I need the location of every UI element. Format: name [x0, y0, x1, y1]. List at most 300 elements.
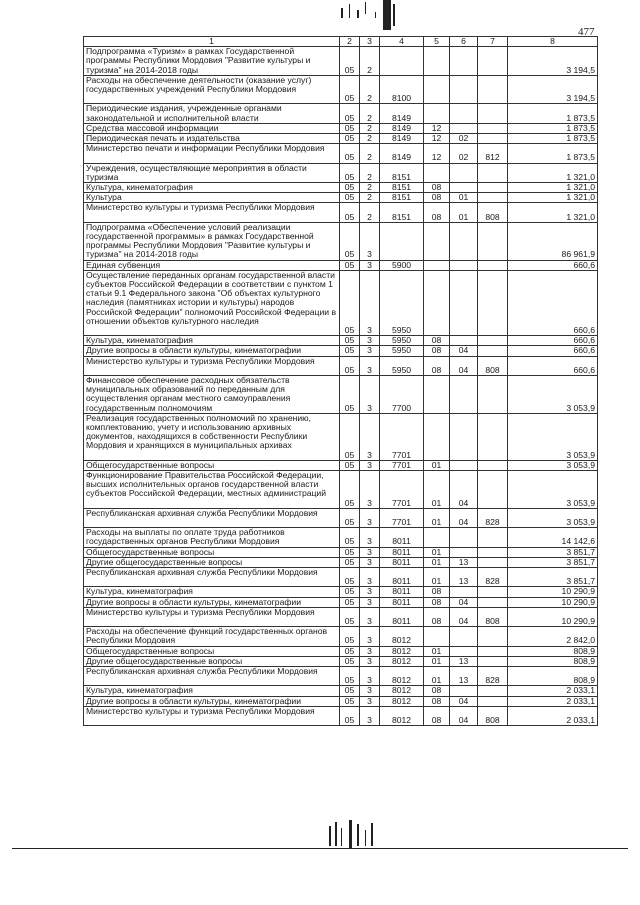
row-code-dept — [478, 557, 508, 567]
row-amount: 3 053,9 — [508, 460, 598, 470]
table-row — [84, 75, 598, 104]
row-name: Расходы на выплаты по оплате труда работников государственных органов Республики Мордовия — [84, 528, 340, 547]
row-code-target: 8151 — [380, 193, 424, 203]
table-row — [84, 471, 598, 509]
row-code-sub: 3 — [360, 356, 380, 375]
scan-artifact-bottom — [325, 820, 385, 866]
row-code-subsection — [450, 686, 478, 696]
row-code-subsection: 13 — [450, 656, 478, 666]
row-code-min: 05 — [340, 706, 360, 725]
row-code-subsection: 04 — [450, 471, 478, 509]
row-code-dept — [478, 270, 508, 335]
row-code-dept — [478, 183, 508, 193]
row-code-sub: 3 — [360, 413, 380, 460]
row-code-dept: 808 — [478, 706, 508, 725]
row-amount: 10 290,9 — [508, 607, 598, 626]
row-code-sub: 2 — [360, 47, 380, 76]
row-code-subsection: 04 — [450, 607, 478, 626]
row-code-section: 08 — [424, 346, 450, 356]
row-code-sub: 3 — [360, 346, 380, 356]
row-code-min: 05 — [340, 557, 360, 567]
row-code-subsection — [450, 75, 478, 104]
row-code-target: 8151 — [380, 163, 424, 182]
row-name: Расходы на обеспечение деятельности (оказание услуг) государственных учреждений Республики Мордовия — [84, 75, 340, 104]
table-row — [84, 336, 598, 346]
row-amount: 660,6 — [508, 270, 598, 335]
row-code-min: 05 — [340, 568, 360, 587]
row-name: Общегосударственные вопросы — [84, 547, 340, 557]
row-code-subsection: 04 — [450, 356, 478, 375]
row-name: Республиканская архивная служба Республики Мордовия — [84, 667, 340, 686]
row-code-section: 08 — [424, 686, 450, 696]
row-code-dept: 808 — [478, 607, 508, 626]
row-name: Функционирование Правительства Российской Федерации, высших исполнительных органов государственной власти субъектов Российской Федерации, местных администраций — [84, 471, 340, 509]
row-amount: 1 321,0 — [508, 193, 598, 203]
row-name: Осуществление переданных органам государственной власти субъектов Российской Федерации в соответствии с пунктом 1 статьи 9.1 Федерального закона "Об объектах культурного наследия (памятниках истории и культуры) народов Российской Федерации" полномочий Российской Федерации в отношении объектов культурного наследия — [84, 270, 340, 335]
row-code-sub: 3 — [360, 557, 380, 567]
column-header: 5 — [424, 37, 450, 47]
row-code-section: 01 — [424, 508, 450, 527]
row-amount: 2 033,1 — [508, 696, 598, 706]
row-code-dept — [478, 193, 508, 203]
row-code-section: 01 — [424, 646, 450, 656]
row-code-target: 8011 — [380, 547, 424, 557]
column-header: 6 — [450, 37, 478, 47]
row-code-sub: 2 — [360, 183, 380, 193]
table-row — [84, 222, 598, 260]
table-row — [84, 696, 598, 706]
row-code-subsection — [450, 260, 478, 270]
row-code-sub: 3 — [360, 528, 380, 547]
row-code-target: 8151 — [380, 203, 424, 222]
row-code-min: 05 — [340, 163, 360, 182]
row-amount: 3 053,9 — [508, 471, 598, 509]
row-code-dept — [478, 696, 508, 706]
row-code-target: 8012 — [380, 646, 424, 656]
row-code-subsection — [450, 47, 478, 76]
row-code-sub: 3 — [360, 376, 380, 414]
row-code-min: 05 — [340, 460, 360, 470]
row-name: Культура, кинематография — [84, 587, 340, 597]
row-amount: 3 851,7 — [508, 568, 598, 587]
row-code-section: 01 — [424, 667, 450, 686]
row-code-section: 01 — [424, 547, 450, 557]
table-row — [84, 260, 598, 270]
row-code-min: 05 — [340, 193, 360, 203]
row-code-section — [424, 104, 450, 123]
table-row — [84, 568, 598, 587]
row-code-min: 05 — [340, 607, 360, 626]
row-code-section: 12 — [424, 134, 450, 144]
row-name: Общегосударственные вопросы — [84, 646, 340, 656]
row-code-target: 8011 — [380, 557, 424, 567]
row-code-section: 08 — [424, 193, 450, 203]
row-name: Периодическая печать и издательства — [84, 134, 340, 144]
row-code-subsection — [450, 336, 478, 346]
row-code-target: 5950 — [380, 270, 424, 335]
table-row — [84, 123, 598, 133]
row-name: Министерство культуры и туризма Республики Мордовия — [84, 607, 340, 626]
row-code-sub: 2 — [360, 123, 380, 133]
row-code-min: 05 — [340, 356, 360, 375]
row-code-min: 05 — [340, 260, 360, 270]
row-code-dept — [478, 336, 508, 346]
row-code-min: 05 — [340, 104, 360, 123]
row-code-section: 12 — [424, 123, 450, 133]
row-code-subsection — [450, 646, 478, 656]
table-row — [84, 686, 598, 696]
row-code-min: 05 — [340, 123, 360, 133]
row-code-sub: 3 — [360, 270, 380, 335]
row-code-sub: 2 — [360, 193, 380, 203]
table-row — [84, 597, 598, 607]
row-code-sub: 2 — [360, 104, 380, 123]
row-name: Культура — [84, 193, 340, 203]
row-code-section: 08 — [424, 183, 450, 193]
row-code-subsection: 04 — [450, 346, 478, 356]
row-code-section — [424, 47, 450, 76]
row-code-target: 5900 — [380, 260, 424, 270]
row-code-subsection — [450, 413, 478, 460]
row-code-dept: 828 — [478, 508, 508, 527]
row-code-subsection: 04 — [450, 508, 478, 527]
row-code-min: 05 — [340, 547, 360, 557]
row-name: Культура, кинематография — [84, 183, 340, 193]
row-code-section — [424, 260, 450, 270]
row-code-min: 05 — [340, 222, 360, 260]
row-code-subsection — [450, 104, 478, 123]
row-code-target: 8011 — [380, 568, 424, 587]
row-code-subsection — [450, 376, 478, 414]
row-code-subsection — [450, 183, 478, 193]
table-row — [84, 460, 598, 470]
row-code-target: 7701 — [380, 471, 424, 509]
row-code-section — [424, 222, 450, 260]
row-code-sub: 3 — [360, 508, 380, 527]
row-code-min: 05 — [340, 686, 360, 696]
row-code-subsection: 01 — [450, 203, 478, 222]
row-code-section — [424, 376, 450, 414]
table-row — [84, 607, 598, 626]
column-header: 7 — [478, 37, 508, 47]
row-name: Министерство культуры и туризма Республики Мордовия — [84, 706, 340, 725]
row-code-section: 12 — [424, 144, 450, 163]
row-amount: 10 290,9 — [508, 587, 598, 597]
row-code-dept — [478, 163, 508, 182]
row-name: Единая субвенция — [84, 260, 340, 270]
row-amount: 1 321,0 — [508, 163, 598, 182]
row-name: Подпрограмма «Туризм» в рамках Государственной программы Республики Мордовия "Развитие культуры и туризма" на 2014-2018 годы — [84, 47, 340, 76]
row-name: Расходы на обеспечение функций государственных органов Республики Мордовия — [84, 627, 340, 646]
row-amount: 808,9 — [508, 656, 598, 666]
row-code-dept — [478, 547, 508, 557]
row-code-sub: 3 — [360, 607, 380, 626]
row-amount: 1 321,0 — [508, 203, 598, 222]
row-code-min: 05 — [340, 376, 360, 414]
row-name: Министерство культуры и туризма Республики Мордовия — [84, 203, 340, 222]
row-code-subsection: 04 — [450, 597, 478, 607]
row-name: Культура, кинематография — [84, 686, 340, 696]
row-code-section: 08 — [424, 696, 450, 706]
row-name: Реализация государственных полномочий по хранению, комплектованию, учету и использованию архивных документов, находящихся в собственности Республики Мордовия и хранящихся в муниципальных архивах — [84, 413, 340, 460]
row-name: Министерство печати и информации Республики Мордовия — [84, 144, 340, 163]
row-code-section: 08 — [424, 607, 450, 626]
row-amount: 2 033,1 — [508, 706, 598, 725]
table-row — [84, 528, 598, 547]
row-name: Другие вопросы в области культуры, кинематографии — [84, 696, 340, 706]
row-code-subsection: 04 — [450, 706, 478, 725]
table-row — [84, 144, 598, 163]
row-code-dept — [478, 47, 508, 76]
row-code-dept: 808 — [478, 203, 508, 222]
row-amount: 808,9 — [508, 646, 598, 656]
row-amount: 660,6 — [508, 356, 598, 375]
table-row — [84, 413, 598, 460]
row-amount: 808,9 — [508, 667, 598, 686]
row-code-section — [424, 163, 450, 182]
row-amount: 3 194,5 — [508, 47, 598, 76]
table-row — [84, 47, 598, 76]
scan-artifact-top — [335, 0, 415, 32]
row-code-section: 08 — [424, 203, 450, 222]
table-row — [84, 356, 598, 375]
table-row — [84, 376, 598, 414]
row-code-min: 05 — [340, 587, 360, 597]
row-amount: 3 194,5 — [508, 75, 598, 104]
row-code-dept — [478, 376, 508, 414]
row-code-sub: 2 — [360, 163, 380, 182]
row-code-sub: 3 — [360, 696, 380, 706]
table-row — [84, 346, 598, 356]
row-code-sub: 3 — [360, 471, 380, 509]
page-bottom-rule — [12, 848, 628, 849]
row-code-target: 7701 — [380, 413, 424, 460]
row-code-section: 01 — [424, 568, 450, 587]
row-code-target: 8011 — [380, 587, 424, 597]
row-code-subsection: 02 — [450, 144, 478, 163]
row-code-target: 8149 — [380, 134, 424, 144]
row-code-min: 05 — [340, 696, 360, 706]
row-code-dept — [478, 627, 508, 646]
column-header: 1 — [84, 37, 340, 47]
table-row — [84, 646, 598, 656]
row-code-subsection — [450, 587, 478, 597]
row-code-dept: 828 — [478, 568, 508, 587]
row-code-sub: 3 — [360, 568, 380, 587]
row-amount: 660,6 — [508, 260, 598, 270]
table-row — [84, 193, 598, 203]
table-row — [84, 587, 598, 597]
row-code-subsection: 01 — [450, 193, 478, 203]
column-header: 4 — [380, 37, 424, 47]
row-name: Учреждения, осуществляющие мероприятия в области туризма — [84, 163, 340, 182]
row-code-section: 08 — [424, 597, 450, 607]
table-row — [84, 656, 598, 666]
table-body — [84, 47, 598, 726]
row-code-dept: 828 — [478, 667, 508, 686]
row-code-sub: 2 — [360, 144, 380, 163]
row-code-dept — [478, 123, 508, 133]
row-code-min: 05 — [340, 508, 360, 527]
table-row — [84, 134, 598, 144]
row-amount: 2 033,1 — [508, 686, 598, 696]
row-amount: 1 873,5 — [508, 123, 598, 133]
row-code-target: 8011 — [380, 528, 424, 547]
row-code-section: 08 — [424, 356, 450, 375]
row-code-target: 7701 — [380, 508, 424, 527]
table-row — [84, 627, 598, 646]
column-header: 3 — [360, 37, 380, 47]
row-code-section — [424, 270, 450, 335]
row-code-sub: 3 — [360, 667, 380, 686]
row-code-section: 01 — [424, 557, 450, 567]
row-code-sub: 2 — [360, 203, 380, 222]
row-code-dept — [478, 134, 508, 144]
column-header: 8 — [508, 37, 598, 47]
row-amount: 1 873,5 — [508, 134, 598, 144]
row-amount: 3 053,9 — [508, 413, 598, 460]
table-row — [84, 203, 598, 222]
table-row — [84, 163, 598, 182]
row-code-dept — [478, 222, 508, 260]
row-name: Республиканская архивная служба Республики Мордовия — [84, 508, 340, 527]
budget-table — [83, 36, 598, 726]
row-code-dept — [478, 656, 508, 666]
row-code-sub: 3 — [360, 260, 380, 270]
row-code-section: 08 — [424, 706, 450, 725]
row-code-target: 8011 — [380, 607, 424, 626]
row-code-min: 05 — [340, 413, 360, 460]
row-code-subsection: 13 — [450, 568, 478, 587]
row-code-target: 5950 — [380, 346, 424, 356]
row-name: Культура, кинематография — [84, 336, 340, 346]
row-code-target: 8151 — [380, 183, 424, 193]
row-amount: 3 053,9 — [508, 376, 598, 414]
row-code-section — [424, 627, 450, 646]
row-code-section — [424, 75, 450, 104]
row-name: Министерство культуры и туризма Республики Мордовия — [84, 356, 340, 375]
row-code-subsection: 13 — [450, 557, 478, 567]
row-code-dept — [478, 646, 508, 656]
row-code-target: 8149 — [380, 104, 424, 123]
row-name: Финансовое обеспечение расходных обязательств муниципальных образований по переданным для осуществления органам местного самоуправления государственным полномочиям — [84, 376, 340, 414]
row-amount: 3 053,9 — [508, 508, 598, 527]
row-code-subsection — [450, 123, 478, 133]
row-code-dept — [478, 260, 508, 270]
table-header-row — [84, 37, 598, 47]
row-code-min: 05 — [340, 627, 360, 646]
row-code-min: 05 — [340, 528, 360, 547]
row-amount: 3 851,7 — [508, 557, 598, 567]
row-code-min: 05 — [340, 471, 360, 509]
row-name: Подпрограмма «Обеспечение условий реализации государственной программы» в рамках Государственной программы Республики Мордовия "Развитие культуры и туризма" на 2014-2018 годы — [84, 222, 340, 260]
row-amount: 1 873,5 — [508, 104, 598, 123]
row-code-sub: 3 — [360, 706, 380, 725]
row-code-dept — [478, 460, 508, 470]
row-code-sub: 3 — [360, 656, 380, 666]
row-code-sub: 3 — [360, 597, 380, 607]
table-row — [84, 508, 598, 527]
row-amount: 1 873,5 — [508, 144, 598, 163]
row-code-dept — [478, 686, 508, 696]
row-code-min: 05 — [340, 134, 360, 144]
row-code-section: 01 — [424, 656, 450, 666]
row-code-subsection — [450, 627, 478, 646]
row-code-subsection — [450, 528, 478, 547]
row-code-target — [380, 222, 424, 260]
row-code-dept: 812 — [478, 144, 508, 163]
row-amount: 86 961,9 — [508, 222, 598, 260]
table-row — [84, 547, 598, 557]
table-row — [84, 183, 598, 193]
row-code-target: 8149 — [380, 123, 424, 133]
row-code-sub: 3 — [360, 547, 380, 557]
row-code-min: 05 — [340, 75, 360, 104]
row-code-dept — [478, 75, 508, 104]
row-code-dept — [478, 413, 508, 460]
row-name: Республиканская архивная служба Республики Мордовия — [84, 568, 340, 587]
row-code-dept — [478, 471, 508, 509]
row-code-target: 8012 — [380, 656, 424, 666]
row-code-target — [380, 47, 424, 76]
table-row — [84, 706, 598, 725]
row-name: Общегосударственные вопросы — [84, 460, 340, 470]
page-number: 477 — [578, 26, 595, 38]
row-code-section — [424, 528, 450, 547]
row-code-dept — [478, 346, 508, 356]
row-name: Другие общегосударственные вопросы — [84, 656, 340, 666]
row-code-section: 01 — [424, 471, 450, 509]
row-code-dept: 808 — [478, 356, 508, 375]
row-amount: 1 321,0 — [508, 183, 598, 193]
row-code-subsection — [450, 222, 478, 260]
row-code-target: 7701 — [380, 460, 424, 470]
table-row — [84, 270, 598, 335]
row-code-target: 7700 — [380, 376, 424, 414]
row-code-sub: 2 — [360, 75, 380, 104]
row-name: Другие вопросы в области культуры, кинематографии — [84, 597, 340, 607]
row-amount: 660,6 — [508, 346, 598, 356]
table-row — [84, 667, 598, 686]
row-code-subsection: 13 — [450, 667, 478, 686]
row-code-sub: 3 — [360, 587, 380, 597]
row-code-min: 05 — [340, 144, 360, 163]
row-amount: 660,6 — [508, 336, 598, 346]
row-code-sub: 3 — [360, 686, 380, 696]
row-name: Другие вопросы в области культуры, кинематографии — [84, 346, 340, 356]
row-code-min: 05 — [340, 646, 360, 656]
row-name: Другие общегосударственные вопросы — [84, 557, 340, 567]
row-code-sub: 2 — [360, 134, 380, 144]
row-code-target: 8100 — [380, 75, 424, 104]
row-code-subsection — [450, 460, 478, 470]
table-row — [84, 104, 598, 123]
row-code-min: 05 — [340, 47, 360, 76]
row-code-min: 05 — [340, 597, 360, 607]
row-code-subsection: 02 — [450, 134, 478, 144]
row-name: Периодические издания, учрежденные органами законодательной и исполнительной власти — [84, 104, 340, 123]
table-row — [84, 557, 598, 567]
row-code-sub: 3 — [360, 336, 380, 346]
row-code-dept — [478, 104, 508, 123]
row-amount: 2 842,0 — [508, 627, 598, 646]
row-code-target: 8012 — [380, 686, 424, 696]
row-code-min: 05 — [340, 656, 360, 666]
row-code-min: 05 — [340, 667, 360, 686]
row-code-section: 08 — [424, 587, 450, 597]
row-code-min: 05 — [340, 346, 360, 356]
row-code-section: 01 — [424, 460, 450, 470]
